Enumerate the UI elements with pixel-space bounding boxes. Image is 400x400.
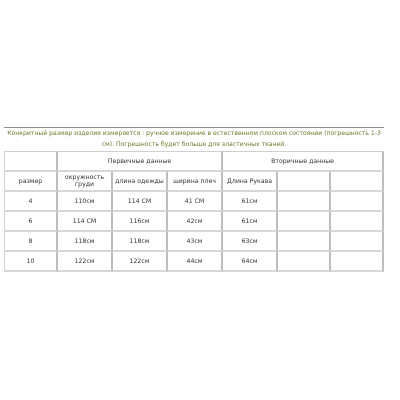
length-cell: 114 CM <box>113 192 168 212</box>
chest-cell: 122см <box>58 252 113 272</box>
empty-cell <box>331 232 384 252</box>
column-header-row <box>4 172 384 192</box>
length-cell: 116см <box>113 212 168 232</box>
group-header-secondary: Вторичные данные <box>223 151 384 172</box>
column-header-sleeve: Длина Рукава <box>223 172 278 192</box>
empty-cell <box>278 192 331 212</box>
empty-cell <box>278 252 331 272</box>
empty-cell <box>278 232 331 252</box>
table-row <box>4 212 384 232</box>
empty-cell <box>278 212 331 232</box>
empty-cell <box>331 192 384 212</box>
table-row <box>4 192 384 212</box>
measurement-note: Конкритный размер изделия измеряется : ручное измерение в естественном плоском состоянии (погрешность 1-3 см). Погрешность будет больше для эластичных тканей. <box>4 127 384 151</box>
shoulder-cell: 42см <box>168 212 223 232</box>
group-header-blank <box>4 151 58 172</box>
column-header-size: размер <box>4 172 58 192</box>
empty-cell <box>331 212 384 232</box>
group-header-primary: Первичные данные <box>58 151 223 172</box>
size-cell: 10 <box>4 252 58 272</box>
chest-cell: 118см <box>58 232 113 252</box>
size-cell: 6 <box>4 212 58 232</box>
sleeve-cell: 64см <box>223 252 278 272</box>
chest-cell: 114 CM <box>58 212 113 232</box>
column-header-chest: окружность груди <box>58 172 113 192</box>
column-header-shoulder: ширина плеч <box>168 172 223 192</box>
table-row <box>4 252 384 272</box>
size-chart <box>4 127 384 272</box>
table-row <box>4 232 384 252</box>
group-header-row <box>4 151 384 172</box>
shoulder-cell: 43см <box>168 232 223 252</box>
empty-cell <box>331 252 384 272</box>
length-cell: 118см <box>113 232 168 252</box>
column-header-empty-2 <box>331 172 384 192</box>
chest-cell: 110см <box>58 192 113 212</box>
size-cell: 8 <box>4 232 58 252</box>
size-table <box>4 151 384 272</box>
size-cell: 4 <box>4 192 58 212</box>
shoulder-cell: 41 CM <box>168 192 223 212</box>
shoulder-cell: 44см <box>168 252 223 272</box>
column-header-length: длина одежды <box>113 172 168 192</box>
sleeve-cell: 63см <box>223 232 278 252</box>
sleeve-cell: 61см <box>223 192 278 212</box>
length-cell: 122см <box>113 252 168 272</box>
column-header-empty-1 <box>278 172 331 192</box>
sleeve-cell: 61см <box>223 212 278 232</box>
